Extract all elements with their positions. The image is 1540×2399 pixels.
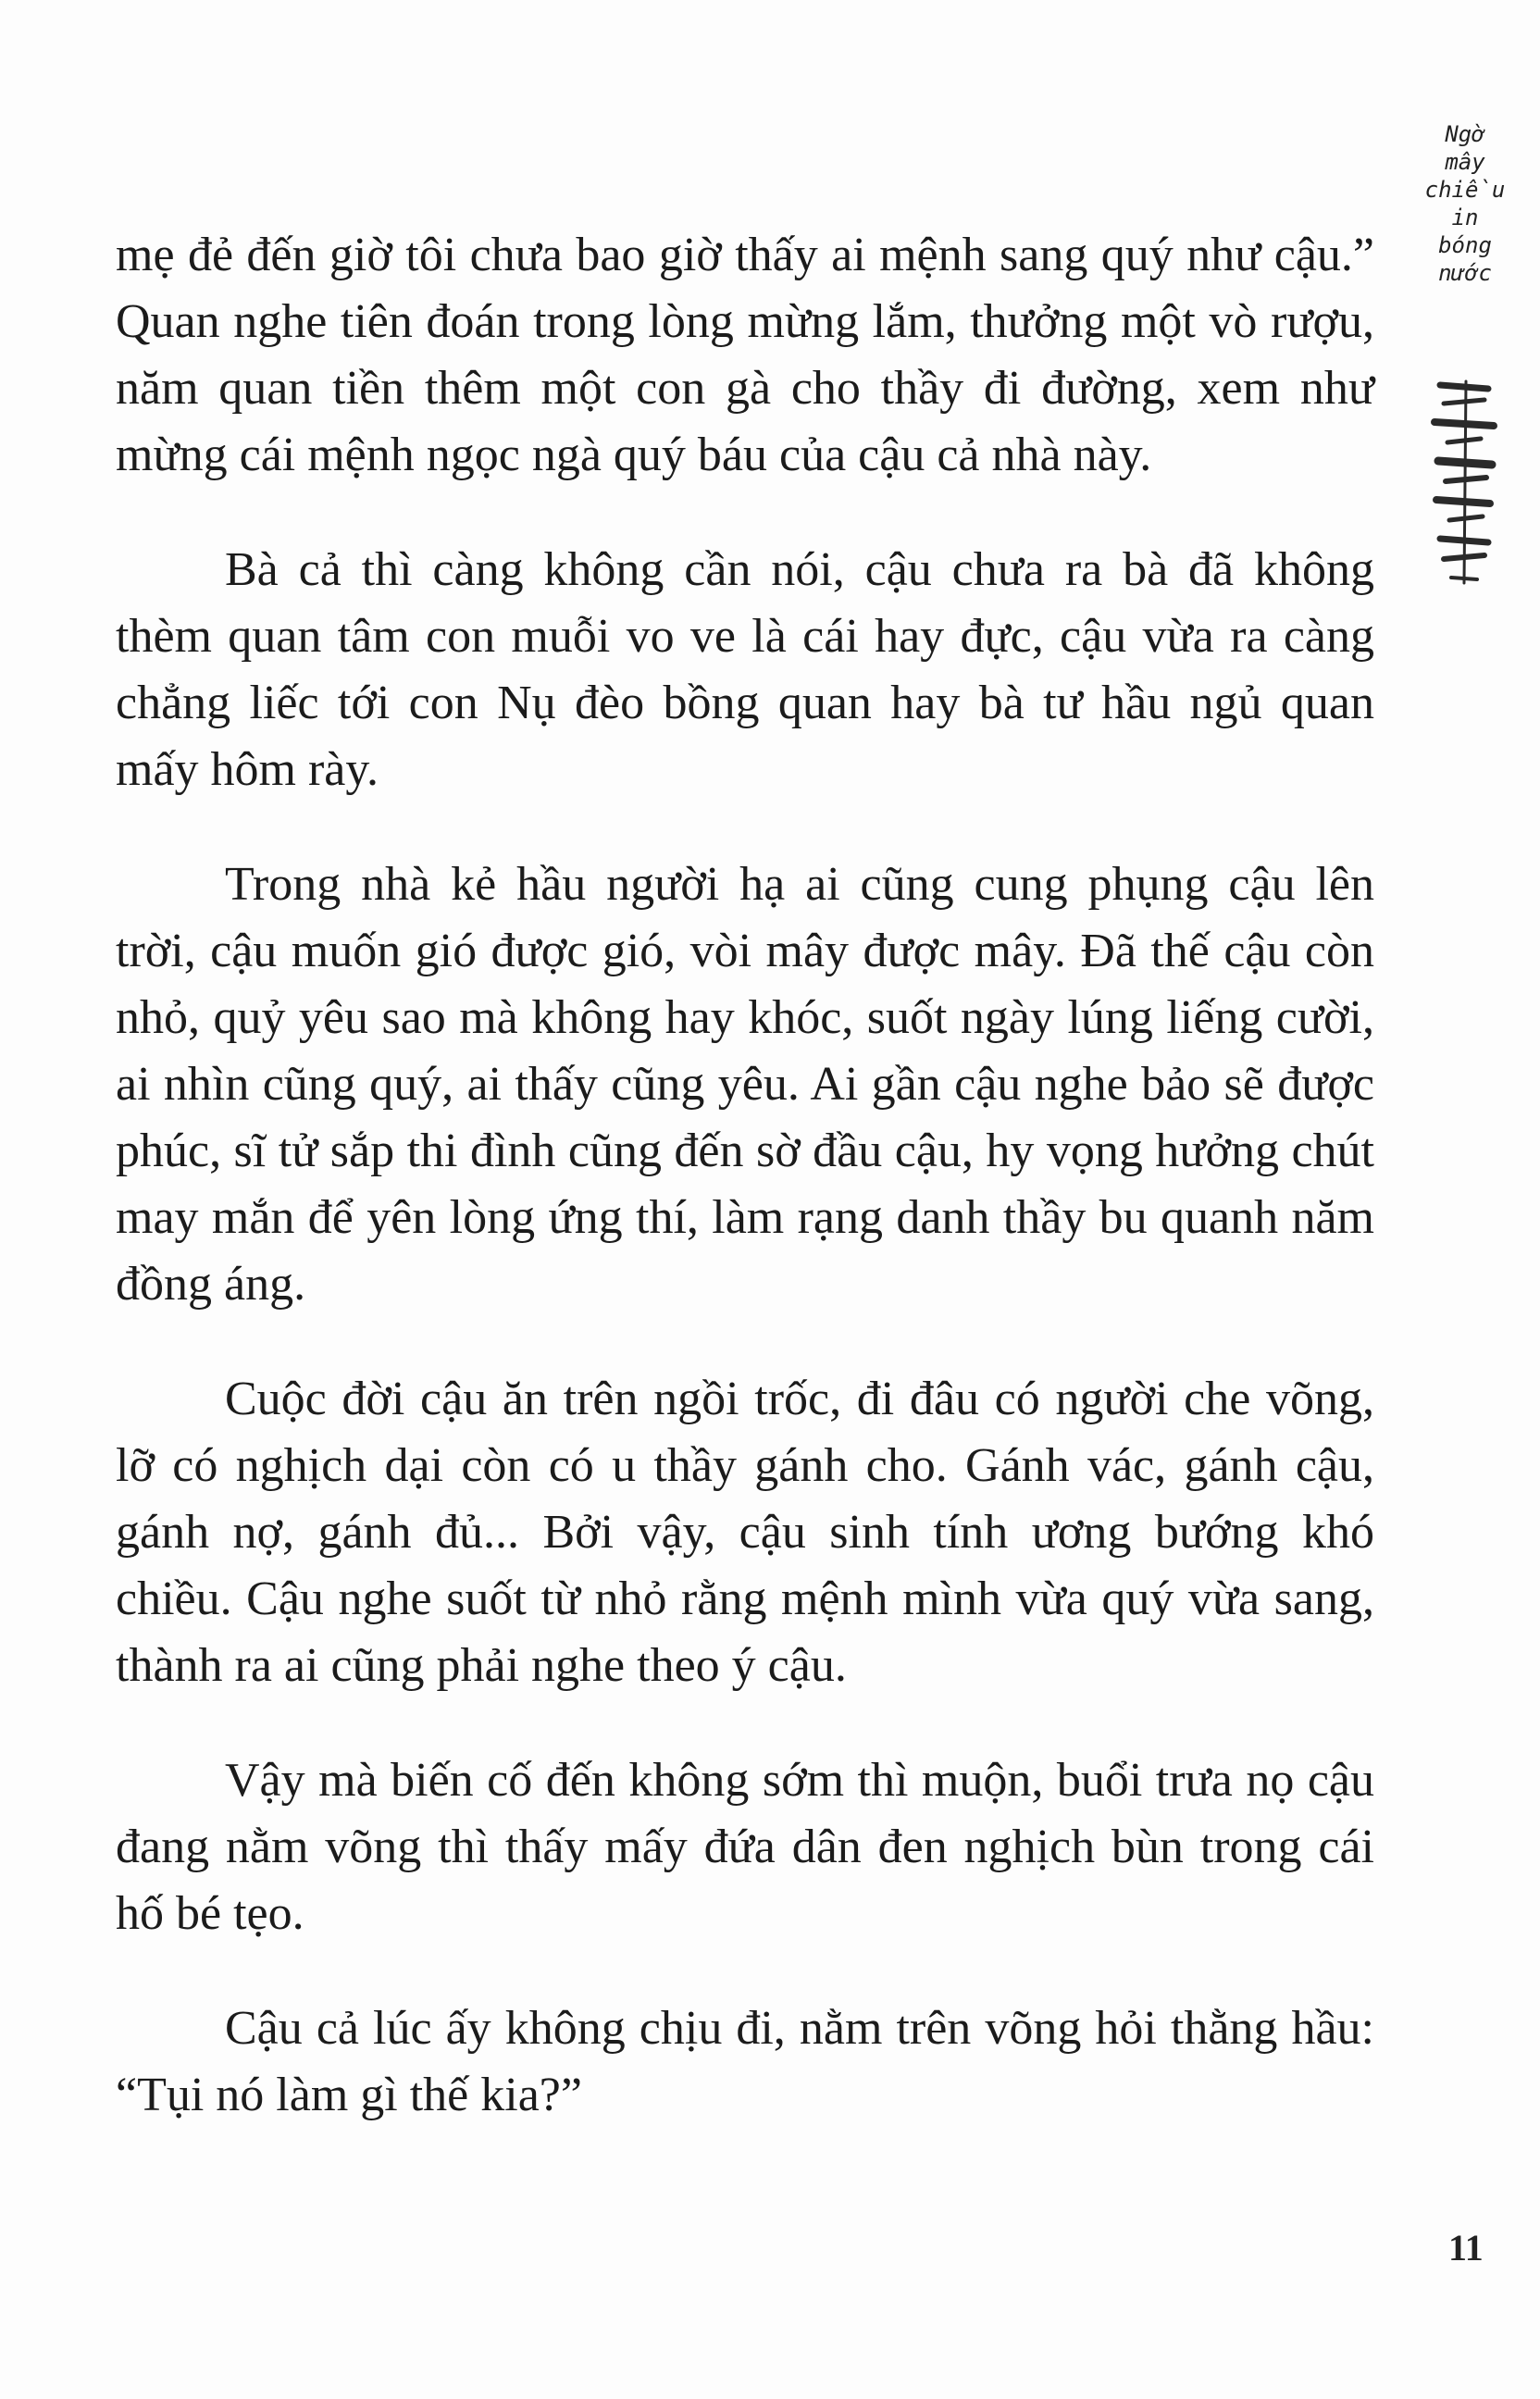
paragraph: Bà cả thì càng không cần nói, cậu chưa ra bà đã không thèm quan tâm con muỗi vo ve là cái hay đực, cậu vừa ra càng chẳng liếc tới con Nụ đèo bồng quan hay bà tư hầu ngủ quan mấy hôm rày. xyxy=(116,543,1374,796)
margin-title-line: nước xyxy=(1438,260,1492,286)
margin-title-line: chiều xyxy=(1424,177,1506,203)
brush-stroke-decoration xyxy=(1423,378,1507,590)
paragraph: Trong nhà kẻ hầu người hạ ai cũng cung phụng cậu lên trời, cậu muốn gió được gió, vòi mây được mây. Đã thế cậu còn nhỏ, quỷ yêu sao mà không hay khóc, suốt ngày lúng liếng cười, ai nhìn cũng quý, ai thấy cũng yêu. Ai gần cậu nghe bảo sẽ được phúc, sĩ tử sắp thi đình cũng đến sờ đầu cậu, hy vọng hưởng chút may mắn để yên lòng ứng thí, làm rạng danh thầy bu quanh năm đồng áng. xyxy=(116,858,1374,1311)
body-text xyxy=(116,222,1374,2177)
margin-title-line: mây xyxy=(1445,149,1485,175)
paragraph: Vậy mà biến cố đến không sớm thì muộn, buổi trưa nọ cậu đang nằm võng thì thấy mấy đứa dân đen nghịch bùn trong cái hố bé tẹo. xyxy=(116,1754,1374,1940)
margin-book-title xyxy=(1414,120,1516,287)
paragraph: mẹ đẻ đến giờ tôi chưa bao giờ thấy ai mệnh sang quý như cậu.” Quan nghe tiên đoán trong lòng mừng lắm, thưởng một vò rượu, năm quan tiền thêm một con gà cho thầy đi đường, xem như mừng cái mệnh ngọc ngà quý báu của cậu cả nhà này. xyxy=(116,229,1374,481)
margin-title-line: bóng xyxy=(1438,232,1492,258)
page-number: 11 xyxy=(1448,2227,1484,2268)
paragraph: Cậu cả lúc ấy không chịu đi, nằm trên võng hỏi thằng hầu: “Tụi nó làm gì thế kia?” xyxy=(116,2002,1374,2121)
margin-title-line: in xyxy=(1451,205,1479,230)
paragraph: Cuộc đời cậu ăn trên ngồi trốc, đi đâu có người che võng, lỡ có nghịch dại còn có u thầy gánh cho. Gánh vác, gánh cậu, gánh nợ, gánh đủ... Bởi vậy, cậu sinh tính ương bướng khó chiều. Cậu nghe suốt từ nhỏ rằng mệnh mình vừa quý vừa sang, thành ra ai cũng phải nghe theo ý cậu. xyxy=(116,1373,1374,1692)
margin-title-line: Ngờ xyxy=(1445,121,1485,147)
